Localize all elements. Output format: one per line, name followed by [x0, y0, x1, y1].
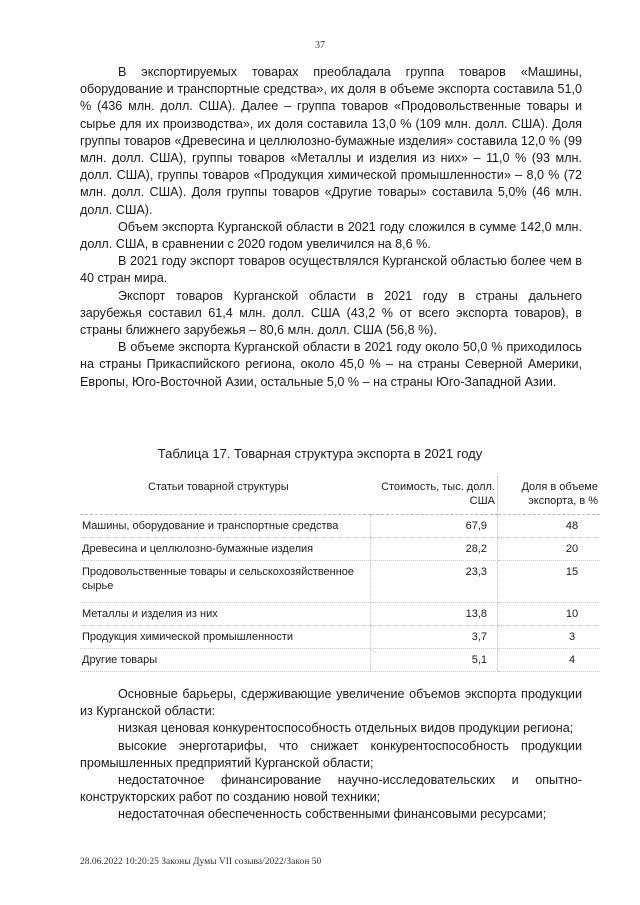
table-row [80, 626, 600, 649]
paragraph-far-near-abroad: Экспорт товаров Курганской области в 2021 году в страны дальнего зарубежья составил 61,4 млн. долл. США (43,2 % от всего экспорта товаров), в страны ближнего зарубежья – 80,6 млн. долл. США (56,8 %). [80, 288, 582, 338]
row-value: 3,7 [371, 626, 498, 649]
row-category: Другие товары [80, 649, 371, 672]
export-structure-table [80, 476, 600, 672]
table-row [80, 561, 600, 603]
document-footer: 28.06.2022 10:20:25 Законы Думы VII созыва/2022/Закон 50 [80, 857, 322, 867]
header-category: Статьи товарной структуры [80, 476, 371, 515]
table-title: Таблица 17. Товарная структура экспорта в 2021 году [157, 446, 483, 461]
barriers-intro: Основные барьеры, сдерживающие увеличение объемов экспорта продукции из Курганской области: [80, 687, 582, 719]
barrier-item: низкая ценовая конкурентоспособность отдельных видов продукции региона; [118, 721, 574, 736]
barriers-section [80, 686, 582, 824]
row-category: Продовольственные товары и сельскохозяйственное сырье [80, 561, 371, 603]
paragraph-export-groups: В экспортируемых товарах преобладала группа товаров «Машины, оборудование и транспортные средства», их доля в объеме экспорта составила 51,0 % (436 млн. долл. США). Далее – группа товаров «Продовольственные товары и сырье для их производства», их доля составила 13,0 % (109 млн. долл. США). Доля группы товаров «Древесина и целлюлозно-бумажные изделия» составила 12,0 % (99 млн. долл. США), группы товаров «Металлы и изделия из них» – 11,0 % (93 млн. долл. США), группы товаров «Продукция химической промышленности» – 8,0 % (72 млн. долл. США). Доля группы товаров «Другие товары» составила 5,0% (46 млн. долл. США). [80, 65, 582, 217]
barrier-item: недостаточное финансирование научно-исследовательских и опытно-конструкторских работ по созданию новой техники; [80, 773, 582, 805]
page-number: 37 [315, 40, 325, 51]
row-value: 5,1 [371, 649, 498, 672]
header-value: Стоимость, тыс. долл. США [371, 476, 498, 515]
table-row [80, 649, 600, 672]
paragraph-export-volume: Объем экспорта Курганской области в 2021 году сложился в сумме 142,0 млн. долл. США, в сравнении с 2020 годом увеличился на 8,6 %. [80, 219, 582, 252]
body-text [80, 64, 582, 391]
table-row [80, 603, 600, 626]
paragraph-countries: В 2021 году экспорт товаров осуществлялся Курганской областью более чем в 40 стран мира. [80, 254, 582, 286]
row-category: Древесина и целлюлозно-бумажные изделия [80, 538, 371, 561]
row-share: 4 [498, 649, 601, 672]
row-value: 23,3 [371, 561, 498, 603]
row-share: 10 [498, 603, 601, 626]
row-share: 48 [498, 515, 601, 538]
row-share: 20 [498, 538, 601, 561]
paragraph-regions: В объеме экспорта Курганской области в 2021 году около 50,0 % приходилось на страны Прикаспийского региона, около 45,0 % – на страны Северной Америки, Европы, Юго-Восточной Азии, остальные 5,0 % – на страны Юго-Западной Азии. [80, 340, 582, 389]
header-share: Доля в объеме экспорта, в % [498, 476, 601, 515]
barrier-item: недостаточная обеспеченность собственными финансовыми ресурсами; [118, 807, 547, 822]
barrier-item: высокие энерготарифы, что снижает конкурентоспособность продукции промышленных предприятий Курганской области; [80, 738, 582, 770]
row-value: 67,9 [371, 515, 498, 538]
row-category: Продукция химической промышленности [80, 626, 371, 649]
table-header-row [80, 476, 600, 515]
row-category: Машины, оборудование и транспортные средства [80, 515, 371, 538]
row-share: 15 [498, 561, 601, 603]
row-value: 13,8 [371, 603, 498, 626]
table-row [80, 538, 600, 561]
table-row [80, 515, 600, 538]
row-share: 3 [498, 626, 601, 649]
row-value: 28,2 [371, 538, 498, 561]
row-category: Металлы и изделия из них [80, 603, 371, 626]
